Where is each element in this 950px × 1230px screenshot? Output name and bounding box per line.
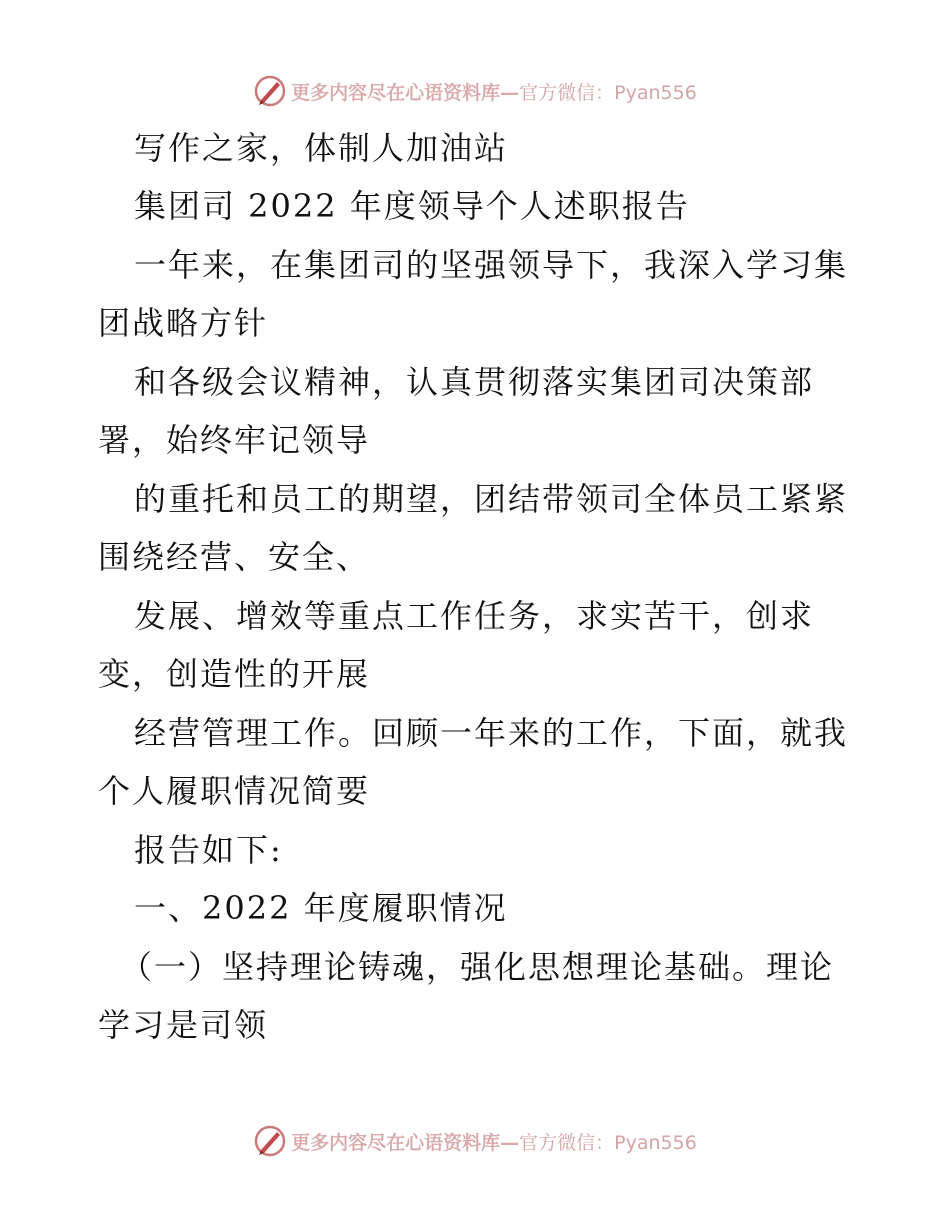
doc-line: 写作之家，体制人加油站 bbox=[134, 129, 509, 167]
pen-logo-icon bbox=[253, 1124, 287, 1158]
banner-wechat-text: 官方微信：Pyan556 bbox=[519, 81, 697, 104]
footer-banner bbox=[0, 1121, 950, 1161]
banner-main-text: 更多内容尽在心语资料库 bbox=[291, 81, 501, 104]
banner-separator: — bbox=[500, 81, 520, 104]
banner-separator: — bbox=[500, 1131, 520, 1154]
doc-line: 围绕经营、安全、 bbox=[98, 538, 371, 576]
doc-line: 学习是司领 bbox=[98, 1006, 269, 1044]
header-banner bbox=[0, 71, 950, 111]
doc-line: 团战略方针 bbox=[98, 304, 269, 342]
doc-line: 经营管理工作。回顾一年来的工作，下面，就我 bbox=[134, 714, 849, 752]
doc-line: 署，始终牢记领导 bbox=[98, 421, 371, 459]
doc-line: 个人履职情况简要 bbox=[98, 772, 371, 810]
pen-logo-icon bbox=[253, 74, 287, 108]
doc-title: 集团司 2022 年度领导个人述职报告 bbox=[134, 187, 690, 225]
doc-line: 一年来，在集团司的坚强领导下，我深入学习集 bbox=[134, 246, 849, 284]
doc-line: 的重托和员工的期望，团结带领司全体员工紧紧 bbox=[134, 480, 849, 518]
doc-line: 和各级会议精神，认真贯彻落实集团司决策部 bbox=[134, 363, 815, 401]
doc-line: 发展、增效等重点工作任务，求实苦干，创求 bbox=[134, 597, 815, 635]
banner-text bbox=[291, 78, 697, 105]
section-heading: 一、2022 年度履职情况 bbox=[134, 889, 508, 927]
doc-line: 报告如下: bbox=[134, 831, 283, 869]
banner-wechat-text: 官方微信：Pyan556 bbox=[519, 1131, 697, 1154]
doc-line: 变，创造性的开展 bbox=[98, 655, 371, 693]
subsection-heading: （一）坚持理论铸魂，强化思想理论基础。理论 bbox=[120, 948, 835, 986]
banner-main-text: 更多内容尽在心语资料库 bbox=[291, 1131, 501, 1154]
banner-text bbox=[291, 1128, 697, 1155]
